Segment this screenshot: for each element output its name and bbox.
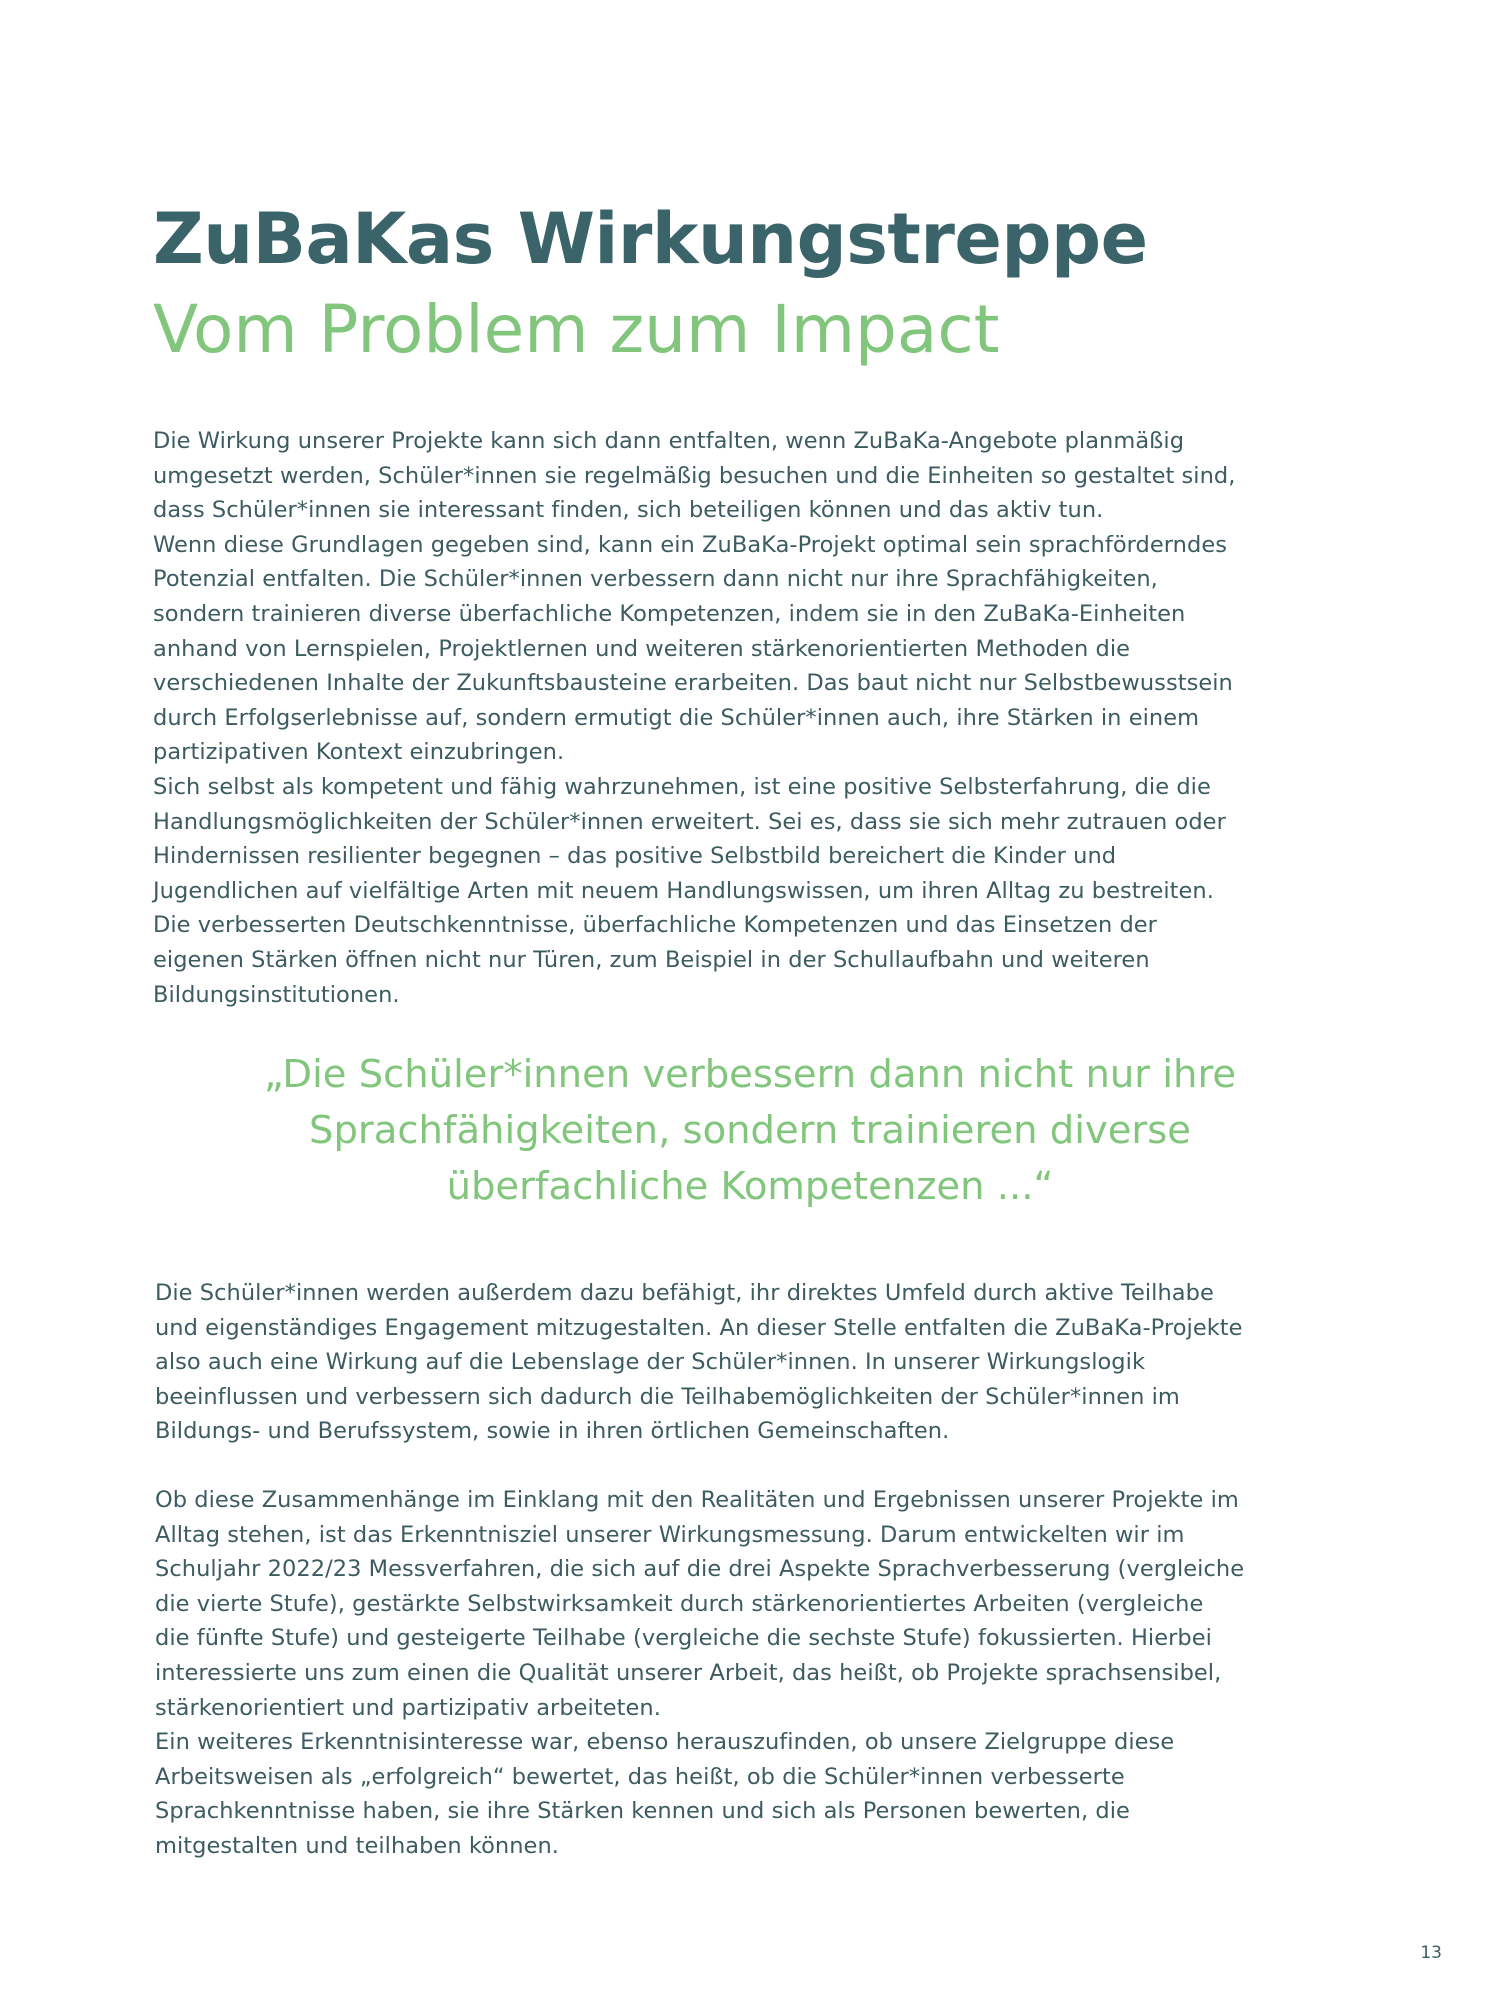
measurement-text-block (155, 1483, 1355, 1864)
intro-text-block (153, 424, 1353, 1012)
paragraph: Ein weiteres Erkenntnisinteresse war, ebenso herauszufinden, ob unsere Zielgruppe diese Arbeitsweisen als „erfolgreich“ bewertet, das heißt, ob die Schüler*innen verbesserte Sprachkenntnisse haben, sie ihre Stärken kennen und sich als Personen bewerten, die mitgestalten und teilhaben können. (155, 1729, 1175, 1859)
page-subtitle: Vom Problem zum Impact (153, 291, 1000, 368)
paragraph: Wenn diese Grundlagen gegeben sind, kann ein ZuBaKa-Projekt optimal sein sprachförderndes Potenzial entfalten. Die Schüler*innen verbessern dann nicht nur ihre Sprachfähigkeiten, sondern trainieren diverse überfachliche Kompetenzen, indem sie in den ZuBaKa-Einheiten anhand von Lernspielen, Projektlernen und weiteren stärkenorientierten Methoden die verschiedenen Inhalte der Zukunftsbausteine erarbeiten. Das baut nicht nur Selbstbewusstsein durch Erfolgserlebnisse auf, sondern ermutigt die Schüler*innen auch, ihre Stärken in einem partizipativen Kontext einzubringen. (153, 531, 1233, 766)
page-title: ZuBaKas Wirkungstreppe (153, 198, 1148, 280)
paragraph: Die Wirkung unserer Projekte kann sich dann entfalten, wenn ZuBaKa-Angebote planmäßig umgesetzt werden, Schüler*innen sie regelmäßig besuchen und die Einheiten so gestaltet sind, dass Schüler*innen sie interessant finden, sich beteiligen können und das aktiv tun. (153, 428, 1236, 524)
paragraph: Ob diese Zusammenhänge im Einklang mit den Realitäten und Ergebnissen unserer Projekte im Alltag stehen, ist das Erkenntnisziel unserer Wirkungsmessung. Darum entwickelten wir im Schuljahr 2022/23 Messverfahren, die sich auf die drei Aspekte Sprachverbesserung (vergleiche die vierte Stufe), gestärkte Selbstwirksamkeit durch stärkenorientiertes Arbeiten (vergleiche die fünfte Stufe) und gesteigerte Teilhabe (vergleiche die sechste Stufe) fokussierten. Hierbei interessierte uns zum einen die Qualität unserer Arbeit, das heißt, ob Projekte sprachsensibel, stärkenorientiert und partizipativ arbeiteten. (155, 1487, 1245, 1721)
pull-quote: „Die Schüler*innen verbessern dann nicht nur ihre Sprachfähigkeiten, sondern trainieren diverse überfachliche Kompetenzen ...“ (263, 1052, 1237, 1209)
participation-text-block (155, 1276, 1355, 1449)
paragraph: Die Schüler*innen werden außerdem dazu befähigt, ihr direktes Umfeld durch aktive Teilhabe und eigenständiges Engagement mitzugestalten. An dieser Stelle entfalten die ZuBaKa-Projekte also auch eine Wirkung auf die Lebenslage der Schüler*innen. In unserer Wirkungslogik beeinflussen und verbessern sich dadurch die Teilhabemöglichkeiten der Schüler*innen im Bildungs- und Berufssystem, sowie in ihren örtlichen Gemeinschaften. (155, 1280, 1243, 1445)
paragraph: Sich selbst als kompetent und fähig wahrzunehmen, ist eine positive Selbsterfahrung, die die Handlungsmöglichkeiten der Schüler*innen erweitert. Sei es, dass sie sich mehr zutrauen oder Hindernissen resilienter begegnen – das positive Selbstbild bereichert die Kinder und Jugendlichen auf vielfältige Arten mit neuem Handlungswissen, um ihren Alltag zu bestreiten. (153, 773, 1226, 904)
paragraph: Die verbesserten Deutschkenntnisse, überfachliche Kompetenzen und das Einsetzen der eigenen Stärken öffnen nicht nur Türen, zum Beispiel in der Schullaufbahn und weiteren Bildungsinstitutionen. (153, 912, 1157, 1008)
page-number: 13 (1420, 1943, 1442, 1963)
